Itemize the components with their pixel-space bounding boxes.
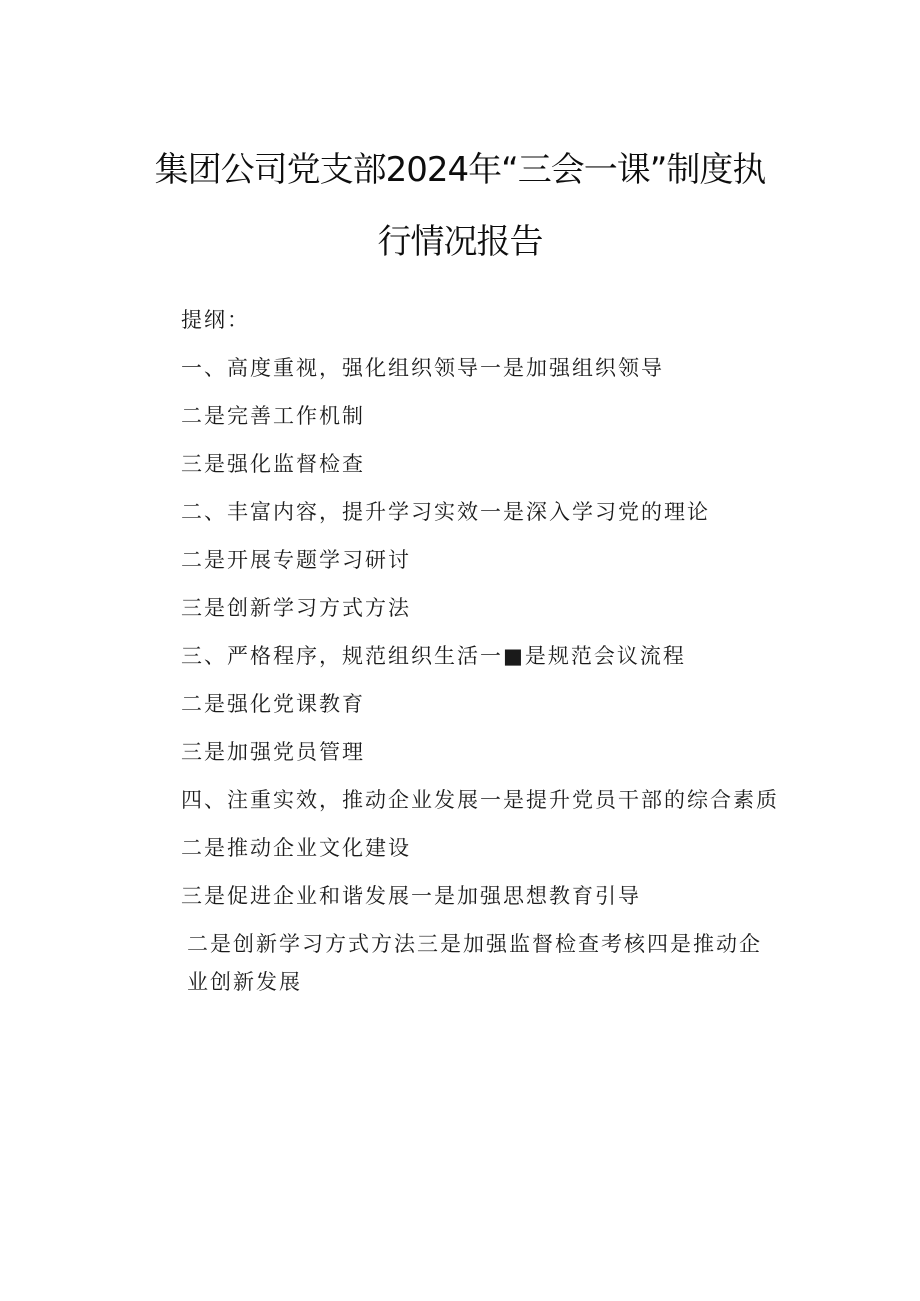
outline-item: 三是促进企业和谐发展一是加强思想教育引导 bbox=[181, 884, 641, 908]
outline-item: 二是推动企业文化建设 bbox=[181, 836, 411, 860]
outline-item: 三、严格程序，规范组织生活一■是规范会议流程 bbox=[181, 644, 686, 668]
outline-item: 二是完善工作机制 bbox=[181, 404, 365, 428]
outline-item: 二、丰富内容，提升学习实效一是深入学习党的理论 bbox=[181, 500, 710, 524]
outline-item: 二是创新学习方式方法三是加强监督检查考核四是推动企 bbox=[187, 932, 762, 956]
outline-item: 一、高度重视，强化组织领导一是加强组织领导 bbox=[181, 356, 664, 380]
outline-item: 二是强化党课教育 bbox=[181, 692, 365, 716]
outline-item: 三是强化监督检查 bbox=[181, 452, 365, 476]
outline-item: 三是创新学习方式方法 bbox=[181, 596, 411, 620]
outline-item: 四、注重实效，推动企业发展一是提升党员干部的综合素质 bbox=[181, 788, 779, 812]
outline-item: 三是加强党员管理 bbox=[181, 740, 365, 764]
outline-label: 提纲： bbox=[181, 308, 250, 332]
outline-item: 二是开展专题学习研讨 bbox=[181, 548, 411, 572]
document-title-line-2: 行情况报告 bbox=[377, 222, 543, 262]
document-title-line-1: 集团公司党支部2024年“三会一课”制度执 bbox=[154, 150, 766, 190]
outline-section bbox=[181, 308, 801, 1018]
outline-item: 业创新发展 bbox=[187, 970, 302, 994]
